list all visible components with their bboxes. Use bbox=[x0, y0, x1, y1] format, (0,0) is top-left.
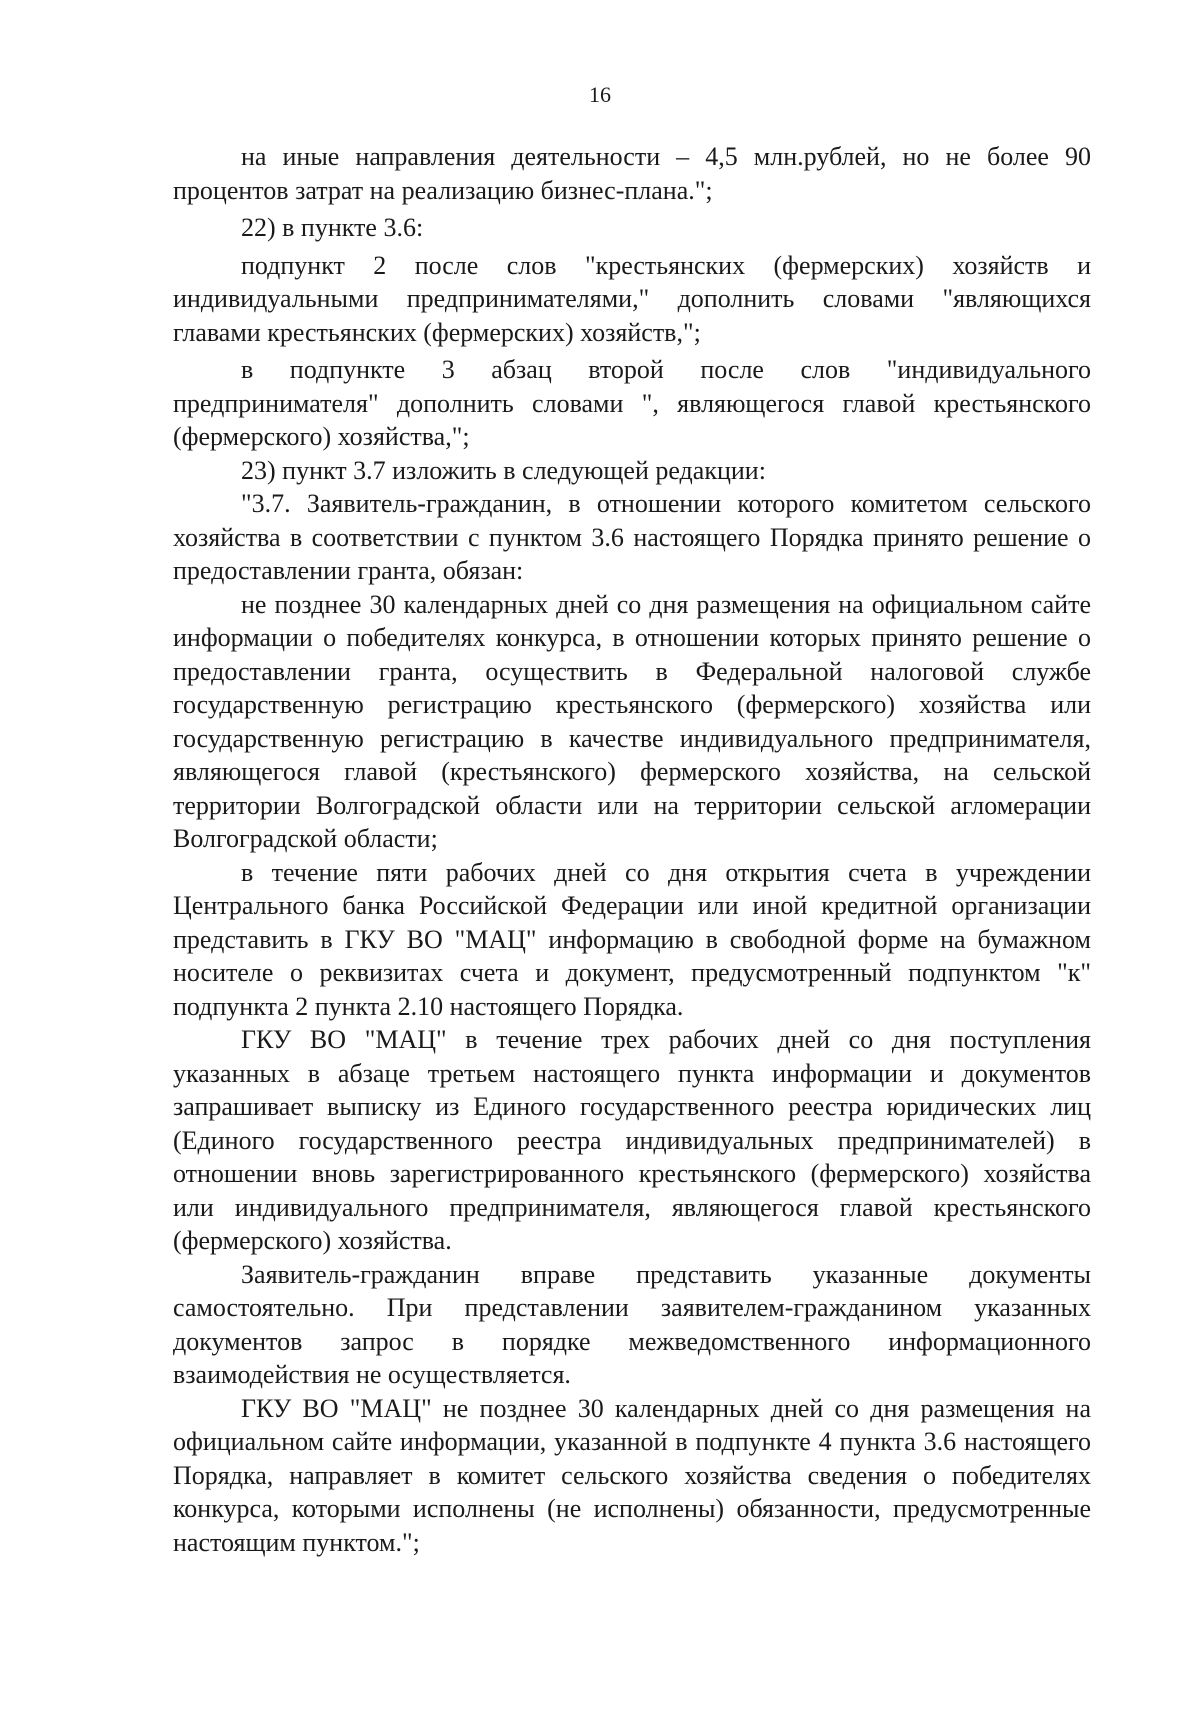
paragraph-6: "3.7. Заявитель-гражданин, в отношении которого комитетом сельского хозяйства в соответствии с пунктом 3.6 настоящего Порядка принято решение о предоставлении гранта, обязан: bbox=[173, 489, 1091, 585]
document-body bbox=[173, 140, 1091, 1559]
paragraph-1: на иные направления деятельности – 4,5 млн.рублей, но не более 90 процентов затрат на реализацию бизнес-плана."; bbox=[173, 142, 1091, 205]
paragraph-9: ГКУ ВО "МАЦ" в течение трех рабочих дней со дня поступления указанных в абзаце третьем настоящего пункта информации и документов запрашивает выписку из Единого государственного реестра юридических лиц (Единого государственного реестра индивидуальных предпринимателей) в отношении вновь зарегистрированного крестьянского (фермерского) хозяйства или индивидуального предпринимателя, являющегося главой крестьянского (фермерского) хозяйства. bbox=[173, 1025, 1091, 1255]
page-number: 16 bbox=[589, 82, 611, 107]
paragraph-11: ГКУ ВО "МАЦ" не позднее 30 календарных дней со дня размещения на официальном сайте информации, указанной в подпункте 4 пункта 3.6 настоящего Порядка, направляет в комитет сельского хозяйства сведения о победителях конкурса, которыми исполнены (не исполнены) обязанности, предусмотренные настоящим пунктом."; bbox=[173, 1393, 1091, 1557]
paragraph-5: 23) пункт 3.7 изложить в следующей редакции: bbox=[241, 455, 766, 485]
paragraph-10: Заявитель-гражданин вправе представить указанные документы самостоятельно. При представлении заявителем-гражданином указанных документов запрос в порядке межведомственного информационного взаимодействия не осуществляется. bbox=[173, 1259, 1091, 1389]
paragraph-2: 22) в пункте 3.6: bbox=[241, 213, 424, 242]
paragraph-3: подпункт 2 после слов "крестьянских (фермерских) хозяйств и индивидуальными предпринимателями," дополнить словами "являющихся главами крестьянских (фермерских) хозяйств,"; bbox=[173, 250, 1091, 347]
paragraph-7: не позднее 30 календарных дней со дня размещения на официальном сайте информации о победителях конкурса, в отношении которых принято решение о предоставлении гранта, осуществить в Федеральной налоговой службе государственную регистрацию крестьянского (фермерского) хозяйства или государственную регистрацию в качестве индивидуального предпринимателя, являющегося главой (крестьянского) фермерского хозяйства, на сельской территории Волгоградской области или на территории сельской агломерации Волгоградской области; bbox=[173, 589, 1091, 853]
paragraph-4: в подпункте 3 абзац второй после слов "индивидуального предпринимателя" дополнить словами ", являющегося главой крестьянского (фермерского) хозяйства,"; bbox=[173, 355, 1091, 451]
paragraph-8: в течение пяти рабочих дней со дня открытия счета в учреждении Центрального банка Российской Федерации или иной кредитной организации представить в ГКУ ВО "МАЦ" информацию в свободной форме на бумажном носителе о реквизитах счета и документ, предусмотренный подпунктом "к" подпункта 2 пункта 2.10 настоящего Порядка. bbox=[173, 857, 1091, 1021]
